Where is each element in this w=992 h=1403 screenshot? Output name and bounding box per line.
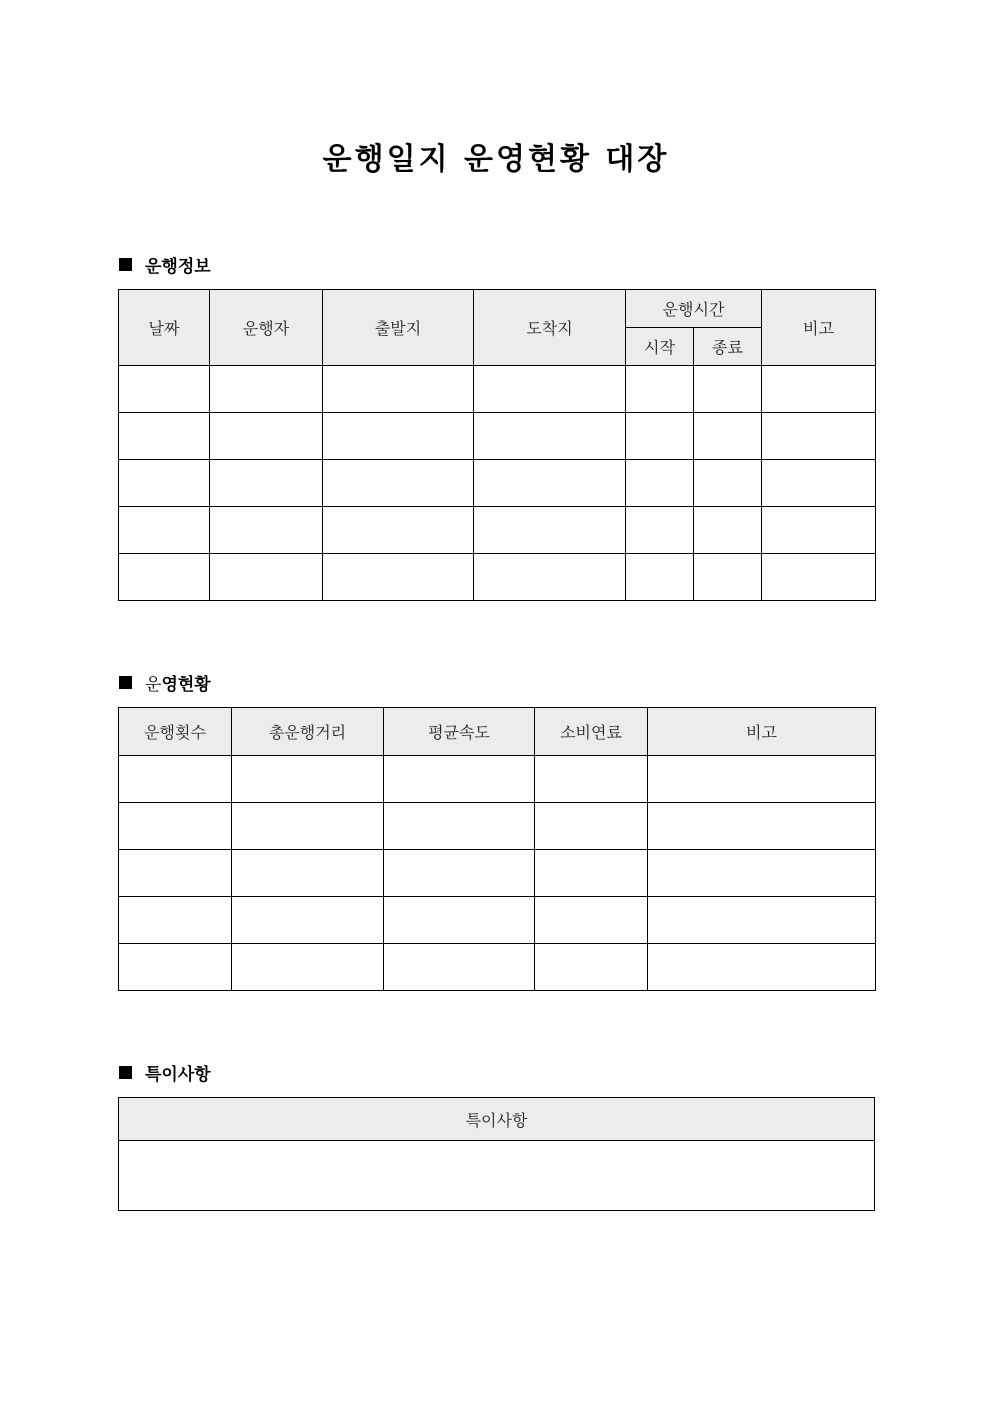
table-row (119, 460, 876, 507)
table-cell[interactable] (626, 460, 694, 507)
table-cell[interactable] (694, 554, 762, 601)
table-cell[interactable] (474, 554, 626, 601)
section-title-prefix: 운 (145, 674, 162, 695)
table-cell[interactable] (323, 366, 474, 413)
table-cell[interactable] (119, 897, 232, 944)
table-row (119, 366, 876, 413)
header-average-speed: 평균속도 (384, 708, 535, 756)
section-heading-remarks (119, 1060, 211, 1084)
table-cell[interactable] (323, 413, 474, 460)
header-note: 비고 (762, 290, 876, 366)
header-note: 비고 (648, 708, 876, 756)
table-cell[interactable] (119, 803, 232, 850)
table-row (119, 897, 876, 944)
header-date: 날짜 (119, 290, 210, 366)
table-cell[interactable] (323, 554, 474, 601)
header-remarks: 특이사항 (119, 1098, 875, 1141)
table-row (119, 507, 876, 554)
table-cell[interactable] (648, 897, 876, 944)
table-cell[interactable] (474, 413, 626, 460)
table-cell[interactable] (119, 554, 210, 601)
remarks-table (118, 1097, 875, 1211)
table-cell[interactable] (694, 366, 762, 413)
square-bullet-icon (119, 676, 132, 689)
header-end: 종료 (694, 328, 762, 366)
table-cell[interactable] (119, 366, 210, 413)
section-heading-status (119, 670, 211, 694)
header-arrival: 도착지 (474, 290, 626, 366)
table-cell[interactable] (323, 507, 474, 554)
table-cell[interactable] (626, 507, 694, 554)
table-row (119, 413, 876, 460)
table-cell[interactable] (210, 460, 323, 507)
table-cell[interactable] (323, 460, 474, 507)
table-cell[interactable] (474, 507, 626, 554)
table-cell[interactable] (626, 413, 694, 460)
table-cell[interactable] (648, 803, 876, 850)
table-cell[interactable] (232, 944, 384, 991)
table-cell[interactable] (384, 850, 535, 897)
table-cell[interactable] (384, 944, 535, 991)
header-total-distance: 총운행거리 (232, 708, 384, 756)
table-row (119, 850, 876, 897)
table-cell[interactable] (210, 366, 323, 413)
table-row (119, 803, 876, 850)
table-cell[interactable] (119, 460, 210, 507)
table-cell[interactable] (384, 803, 535, 850)
table-cell[interactable] (535, 803, 648, 850)
operation-status-table (118, 707, 876, 991)
header-operation-time: 운행시간 (626, 290, 762, 328)
table-cell[interactable] (762, 507, 876, 554)
table-cell[interactable] (694, 507, 762, 554)
table-cell[interactable] (474, 366, 626, 413)
header-fuel-consumed: 소비연료 (535, 708, 648, 756)
table-cell[interactable] (119, 944, 232, 991)
header-trip-count: 운행횟수 (119, 708, 232, 756)
table-cell[interactable] (626, 366, 694, 413)
table-cell[interactable] (474, 460, 626, 507)
table-cell[interactable] (762, 366, 876, 413)
section-title: 운행정보 (145, 256, 211, 277)
table-cell[interactable] (762, 554, 876, 601)
table-cell[interactable] (648, 850, 876, 897)
table-cell[interactable] (119, 413, 210, 460)
table-row (119, 554, 876, 601)
square-bullet-icon (119, 258, 132, 271)
table-cell[interactable] (694, 460, 762, 507)
table-cell[interactable] (384, 897, 535, 944)
table-row (119, 944, 876, 991)
section-heading-info (119, 252, 211, 276)
table-cell[interactable] (535, 944, 648, 991)
table-cell[interactable] (232, 850, 384, 897)
square-bullet-icon (119, 1066, 132, 1079)
table-cell[interactable] (210, 554, 323, 601)
section-title: 영현황 (161, 674, 211, 695)
table-cell[interactable] (210, 507, 323, 554)
table-cell[interactable] (694, 413, 762, 460)
header-driver: 운행자 (210, 290, 323, 366)
table-cell[interactable] (232, 756, 384, 803)
table-cell[interactable] (535, 756, 648, 803)
table-cell[interactable] (535, 897, 648, 944)
table-cell[interactable] (232, 803, 384, 850)
table-cell[interactable] (648, 944, 876, 991)
page-title: 운행일지 운영현황 대장 (322, 142, 670, 177)
table-cell[interactable] (648, 756, 876, 803)
table-row (119, 756, 876, 803)
table-cell[interactable] (535, 850, 648, 897)
table-cell[interactable] (119, 507, 210, 554)
table-cell[interactable] (626, 554, 694, 601)
table-cell[interactable] (384, 756, 535, 803)
header-departure: 출발지 (323, 290, 474, 366)
table-cell[interactable] (232, 897, 384, 944)
operation-info-table (118, 289, 876, 601)
table-cell[interactable] (210, 413, 323, 460)
header-start: 시작 (626, 328, 694, 366)
table-cell[interactable] (762, 460, 876, 507)
table-cell[interactable] (119, 850, 232, 897)
section-title: 특이사항 (145, 1064, 211, 1085)
remarks-cell[interactable] (119, 1141, 875, 1211)
table-cell[interactable] (119, 756, 232, 803)
table-cell[interactable] (762, 413, 876, 460)
